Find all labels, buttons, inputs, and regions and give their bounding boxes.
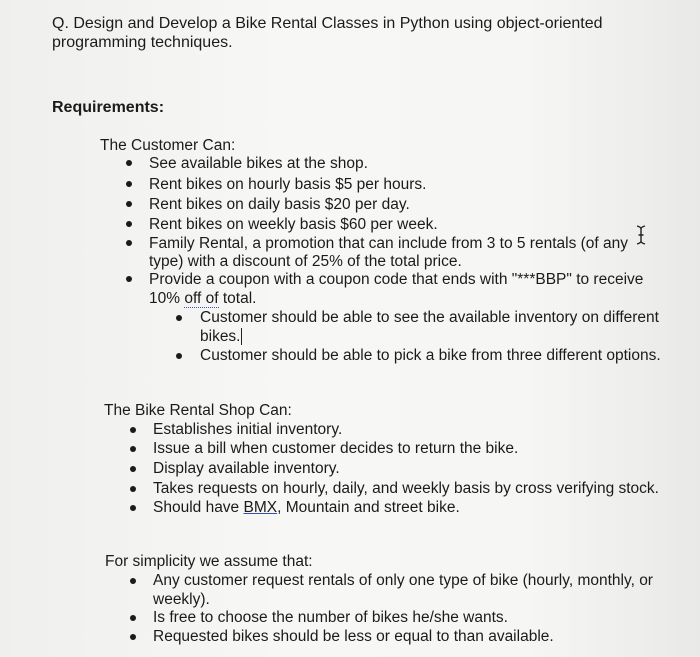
bullet-dot-icon <box>130 615 136 621</box>
customer-item-4: Rent bikes on weekly basis $60 per week. <box>149 216 438 233</box>
simplicity-item-1-line-2: weekly). <box>153 591 210 608</box>
customer-sub-item-2: Customer should be able to pick a bike from three different options. <box>200 347 661 364</box>
customer-item-5-line-1: Family Rental, a promotion that can include from 3 to 5 rentals (of any <box>149 235 629 252</box>
question-line-1: Q. Design and Develop a Bike Rental Classes in Python using object-oriented <box>52 15 603 32</box>
text-cursor-icon <box>635 225 647 245</box>
bullet-dot-icon <box>126 276 132 282</box>
simplicity-item-3: Requested bikes should be less or equal to than available. <box>153 628 554 645</box>
bullet-dot-icon <box>176 315 182 321</box>
bullet-dot-icon <box>126 160 132 166</box>
customer-item-6-line-2 <box>149 289 256 308</box>
shop-item-3: Display available inventory. <box>153 460 340 477</box>
customer-sub-item-1-line-1: Customer should be able to see the available inventory on different <box>200 309 659 326</box>
customer-item-5-line-2: type) with a discount of 25% of the total price. <box>149 253 462 270</box>
should-have-text: Should have <box>153 499 244 516</box>
simplicity-heading: For simplicity we assume that: <box>105 553 313 570</box>
coupon-percent: 10% <box>149 290 185 307</box>
text-caret <box>241 328 242 345</box>
shop-heading: The Bike Rental Shop Can: <box>104 402 292 419</box>
bullet-dot-icon <box>130 634 136 640</box>
bullet-dot-icon <box>130 446 136 452</box>
customer-item-2: Rent bikes on hourly basis $5 per hours. <box>149 176 427 193</box>
shop-item-1: Establishes initial inventory. <box>153 421 343 438</box>
bike-types-text: , Mountain and street bike. <box>277 499 460 516</box>
total-text: total. <box>218 290 257 307</box>
customer-item-1: See available bikes at the shop. <box>149 155 368 172</box>
customer-sub-item-1-line-2: bikes. <box>200 328 241 345</box>
shop-item-4: Takes requests on hourly, daily, and weekly basis by cross verifying stock. <box>153 480 659 497</box>
customer-item-3: Rent bikes on daily basis $20 per day. <box>149 196 410 213</box>
simplicity-item-2: Is free to choose the number of bikes he/she wants. <box>153 609 508 626</box>
bullet-dot-icon <box>126 221 132 227</box>
shop-item-5 <box>153 498 460 517</box>
simplicity-item-1-line-1: Any customer request rentals of only one type of bike (hourly, monthly, or <box>153 572 653 589</box>
bullet-dot-icon <box>176 353 182 359</box>
bmx-text: BMX <box>243 499 278 516</box>
off-of-text: off of <box>184 290 219 307</box>
bullet-dot-icon <box>130 505 136 511</box>
bullet-dot-icon <box>130 466 136 472</box>
bullet-dot-icon <box>126 201 132 207</box>
customer-heading: The Customer Can: <box>100 137 236 154</box>
requirements-heading: Requirements: <box>52 99 165 116</box>
bullet-dot-icon <box>126 240 132 246</box>
bullet-dot-icon <box>130 578 136 584</box>
bullet-dot-icon <box>130 427 136 433</box>
bullet-dot-icon <box>126 181 132 187</box>
customer-item-6-line-1: Provide a coupon with a coupon code that ends with "***BBP" to receive <box>149 271 644 288</box>
question-line-2: programming techniques. <box>52 34 233 51</box>
bullet-dot-icon <box>130 486 136 492</box>
shop-item-2: Issue a bill when customer decides to return the bike. <box>153 440 519 457</box>
